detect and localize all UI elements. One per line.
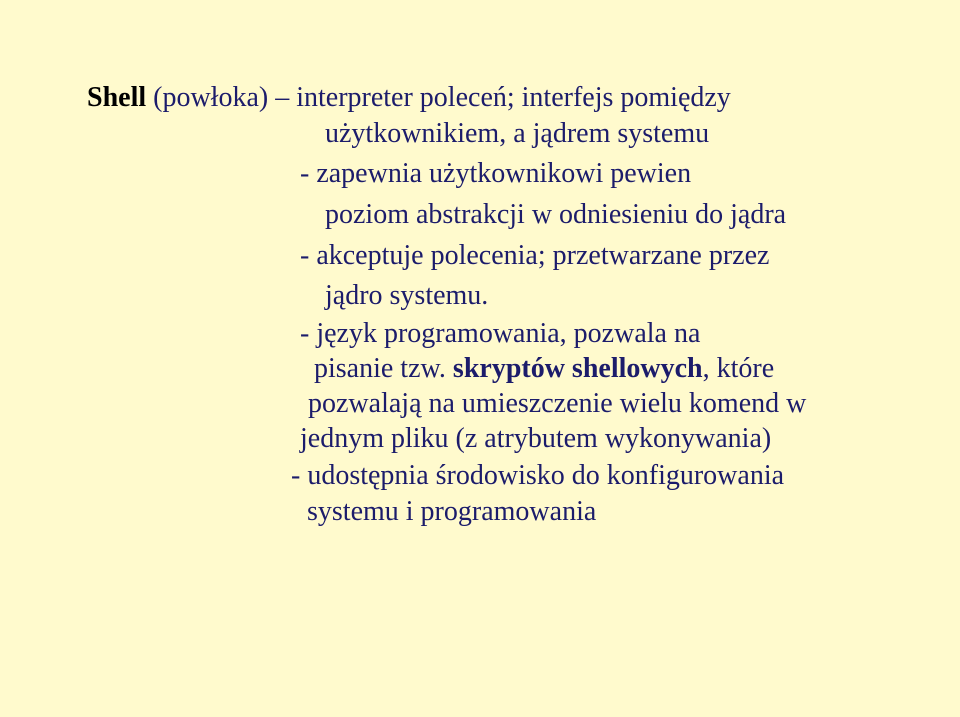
scripts-prefix: pisanie tzw. [314,353,453,384]
shell-term: Shell [87,82,147,113]
definition-continuation: użytkownikiem, a jądrem systemu [325,118,710,149]
shell-gloss: (powłoka) – interpreter poleceń; interfejs pomiędzy [153,82,731,113]
item-language-line-1: - język programowania, pozwala na [300,318,701,349]
item-language-line-3: pozwalają na umieszczenie wielu komend w [308,388,807,419]
item-language-line-2 [314,355,774,383]
definition-heading [87,84,731,112]
item-commands-line-2: jądro systemu. [325,280,489,311]
item-environment-line-2: systemu i programowania [307,496,597,527]
item-abstraction-line-1: - zapewnia użytkownikowi pewien [300,158,692,189]
item-commands-line-1: - akceptuje polecenia; przetwarzane przez [300,240,770,271]
scripts-suffix: , które [702,353,775,384]
item-language-line-4: jednym pliku (z atrybutem wykonywania) [300,423,772,454]
item-environment-line-1: - udostępnia środowisko do konfigurowania [291,460,785,491]
item-abstraction-line-2: poziom abstrakcji w odniesieniu do jądra [325,199,787,230]
shell-scripts-term: skryptów shellowych [452,353,703,384]
